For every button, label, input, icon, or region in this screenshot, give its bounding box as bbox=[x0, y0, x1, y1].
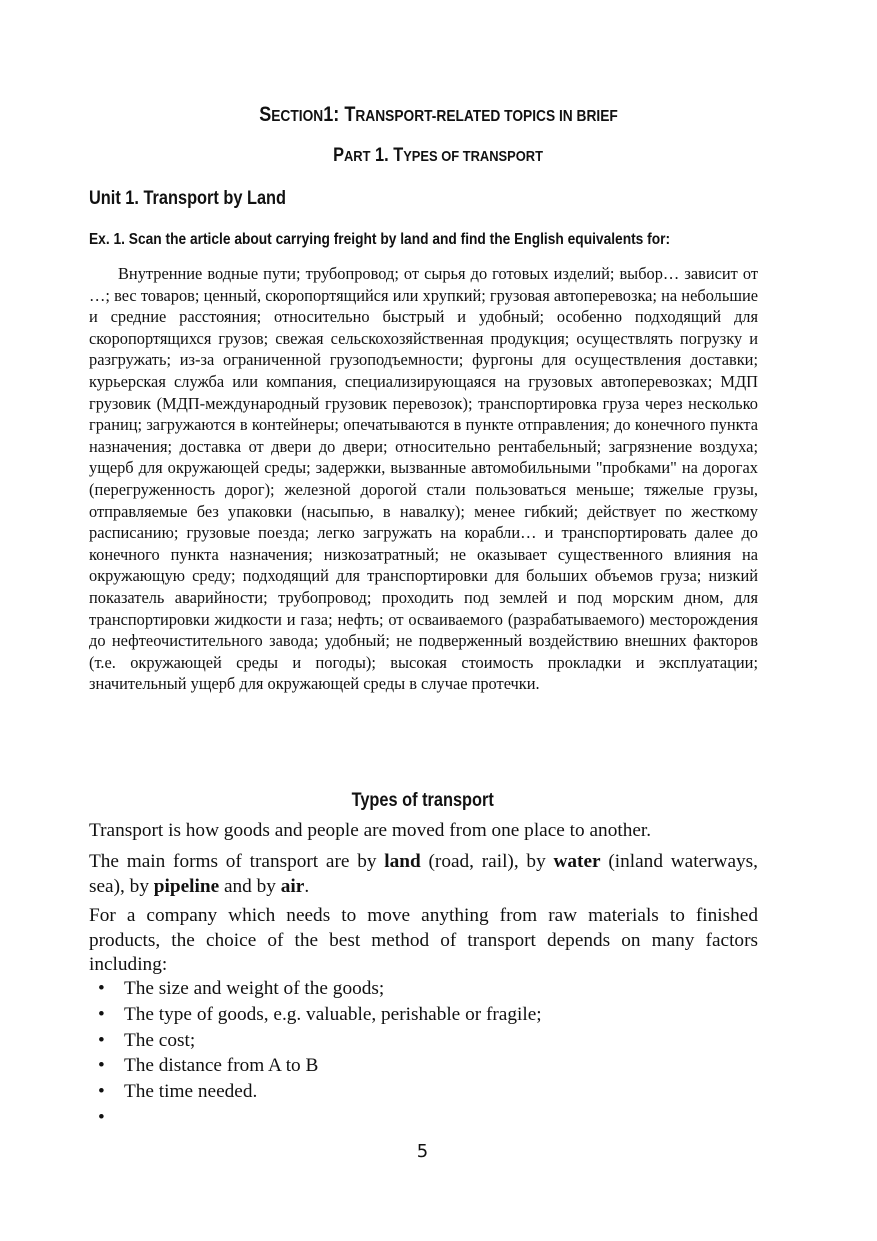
part-title: PART 1. TYPES OF TRANSPORT bbox=[333, 145, 544, 166]
list-item: • The time needed. bbox=[89, 1079, 758, 1105]
types-of-transport-heading: Types of transport bbox=[351, 790, 494, 811]
factors-list bbox=[89, 976, 758, 1131]
bullet-icon: • bbox=[98, 1029, 105, 1051]
section-title: SECTION1: TRANSPORT-RELATED TOPICS IN BRIEF bbox=[259, 103, 618, 126]
list-item: • The cost; bbox=[89, 1028, 758, 1054]
term-air: air bbox=[280, 875, 305, 897]
paragraph-intro: Transport is how goods and people are moved from one place to another. bbox=[89, 820, 652, 841]
list-item: • The size and weight of the goods; bbox=[89, 976, 758, 1002]
bullet-icon: • bbox=[98, 1106, 105, 1128]
page-number: 5 bbox=[416, 1141, 429, 1162]
bullet-icon: • bbox=[98, 1081, 105, 1103]
bullet-icon: • bbox=[98, 978, 105, 999]
bullet-icon: • bbox=[98, 1003, 105, 1025]
list-item bbox=[89, 1105, 758, 1131]
list-item: • The type of goods, e.g. valuable, perishable or fragile; bbox=[89, 1002, 758, 1028]
russian-vocabulary-text: Внутренние водные пути; трубопровод; от сырья до готовых изделий; выбор… зависит от …; вес товаров; ценный, скоропортящийся или хрупкий; грузовая автоперевозка; на небольшие и средние расстояния; относительно быстрый и удобный; особенно подходящий для скоропортящихся грузов; свежая сельскохозяйственная продукция; осуществлять погрузку и разгружать; из-за ограниченной грузоподъемности; фургоны для осуществления доставки; курьерская служба или компания, специализирующаяся на грузовых автоперевозках; МДП грузовик (МДП-международный грузовик перевозок); транспортировка груза через несколько границ; загружаются в контейнеры; опечатываются в пункте отправления; до конечного пункта назначения; доставка от двери до двери; относительно рентабельный; загрязнение воздуха; ущерб для окружающей среды; задержки, вызванные автомобильными "пробками" на дорогах (перегруженность дорог); железной дорогой стали пользоваться меньше; тяжелые грузы, отправляемые без упаковки (насыпью, в навалку); менее гибкий; действует по жесткому расписанию; грузовые поезда; легко загружать на корабли… и транспортировать далее до конечного пункта назначения; низкозатратный; не оказывает существенного влияния на окружающую среду; подходящий для транспортировки для больших объемов груза; низкий показатель аварийности; трубопровод; проходить под землей и под морским дном, для транспортировки жидкости и газа; нефть; от осваиваемого (разрабатываемого) месторождения до нефтеочистительного завода; удобный; не подверженный воздействию внешних факторов (т.е. окружающей среды и погоды); высокая стоимость прокладки и эксплуатации; значительный ущерб для окружающей среды в случае протечки. bbox=[89, 264, 758, 694]
term-pipeline: pipeline bbox=[153, 875, 220, 897]
paragraph-factors: For a company which needs to move anything from raw materials to finished products, the choice of the best method of transport depends on many factors including: bbox=[89, 905, 758, 975]
term-water: water bbox=[553, 851, 601, 872]
unit-title: Unit 1. Transport by Land bbox=[89, 188, 287, 209]
exercise-title: Ex. 1. Scan the article about carrying freight by land and find the English equivalents for: bbox=[89, 231, 671, 248]
list-item: • The distance from A to B bbox=[89, 1053, 758, 1079]
term-land: land bbox=[384, 851, 421, 872]
bullet-icon: • bbox=[98, 1055, 105, 1077]
paragraph-main-forms: The main forms of transport are by land (road, rail), by water (inland waterways, sea), by pipeline and by air. bbox=[89, 851, 758, 897]
